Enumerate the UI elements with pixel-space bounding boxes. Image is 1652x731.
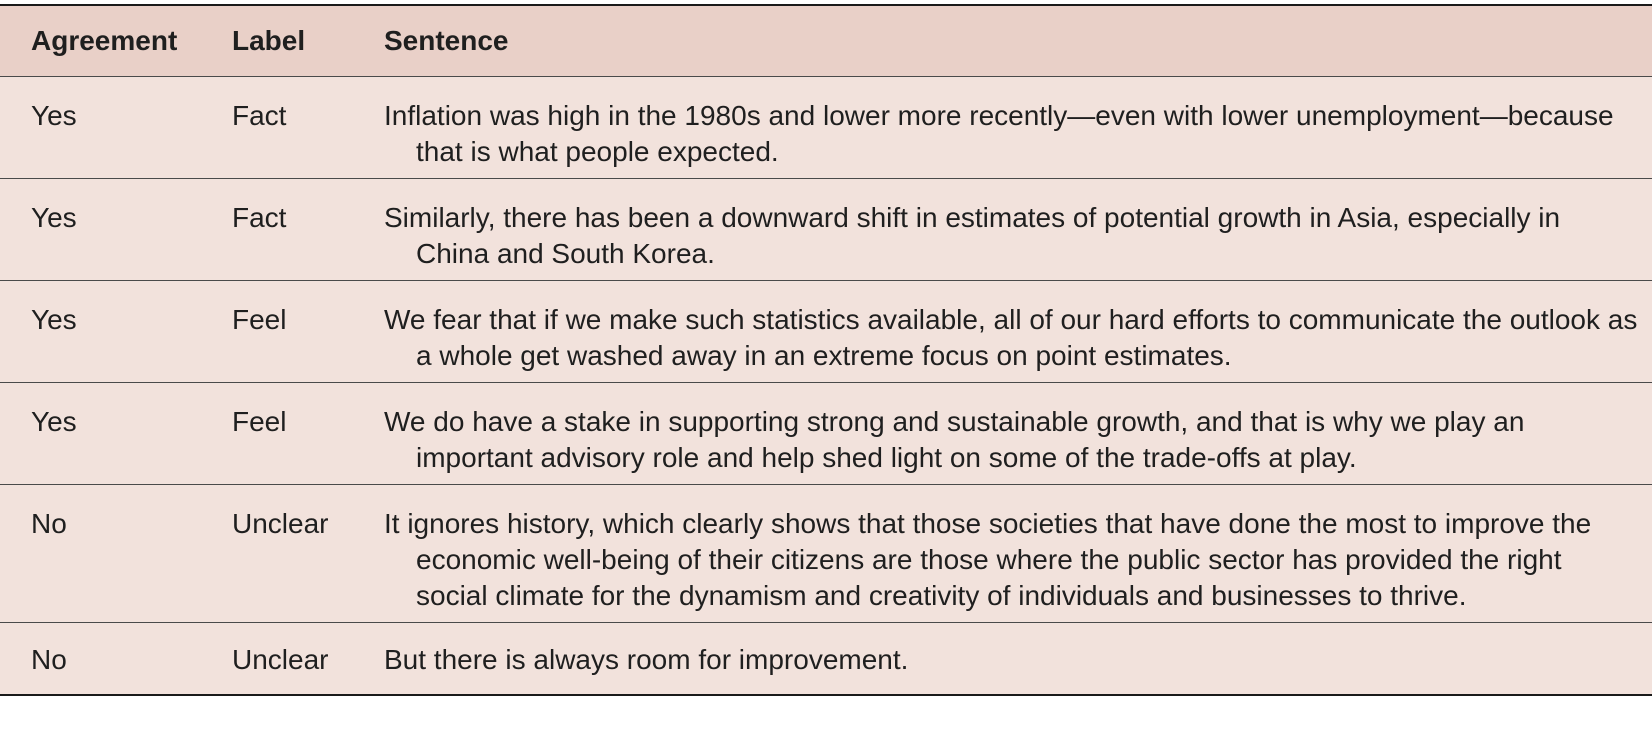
- table-row: [0, 281, 1652, 383]
- cell-sentence: But there is always room for improvement.: [384, 644, 909, 675]
- header-sentence: Sentence: [384, 25, 509, 56]
- cell-agreement: Yes: [31, 304, 77, 335]
- cell-sentence: It ignores history, which clearly shows that those societies that have done the most to improve the economic well-being of their citizens are those where the public sector has provided the right social climate for the dynamism and creativity of individuals and businesses to thrive.: [384, 508, 1592, 611]
- cell-label: Fact: [232, 100, 287, 131]
- cell-label: Feel: [232, 304, 287, 335]
- cell-label: Feel: [232, 406, 287, 437]
- agreement-table: [0, 4, 1652, 696]
- cell-agreement: No: [31, 644, 67, 675]
- cell-agreement: Yes: [31, 406, 77, 437]
- cell-sentence: We fear that if we make such statistics available, all of our hard efforts to communicate the outlook as a whole get washed away in an extreme focus on point estimates.: [384, 304, 1638, 371]
- table-row: [0, 383, 1652, 485]
- cell-sentence: We do have a stake in supporting strong and sustainable growth, and that is why we play an important advisory role and help shed light on some of the trade-offs at play.: [384, 406, 1525, 473]
- cell-sentence: Similarly, there has been a downward shift in estimates of potential growth in Asia, especially in China and South Korea.: [384, 202, 1561, 269]
- cell-label: Unclear: [232, 644, 329, 675]
- cell-agreement: No: [31, 508, 67, 539]
- table-row: [0, 623, 1652, 696]
- cell-sentence: Inflation was high in the 1980s and lower more recently—even with lower unemployment—because that is what people expected.: [384, 100, 1614, 167]
- cell-agreement: Yes: [31, 100, 77, 131]
- table-row: [0, 179, 1652, 281]
- header-agreement: Agreement: [31, 25, 178, 56]
- header-label: Label: [232, 25, 306, 56]
- agreement-table-container: [0, 4, 1652, 696]
- table-row: [0, 77, 1652, 179]
- cell-label: Fact: [232, 202, 287, 233]
- table-header-row: [0, 5, 1652, 77]
- cell-agreement: Yes: [31, 202, 77, 233]
- table-row: [0, 485, 1652, 623]
- cell-label: Unclear: [232, 508, 329, 539]
